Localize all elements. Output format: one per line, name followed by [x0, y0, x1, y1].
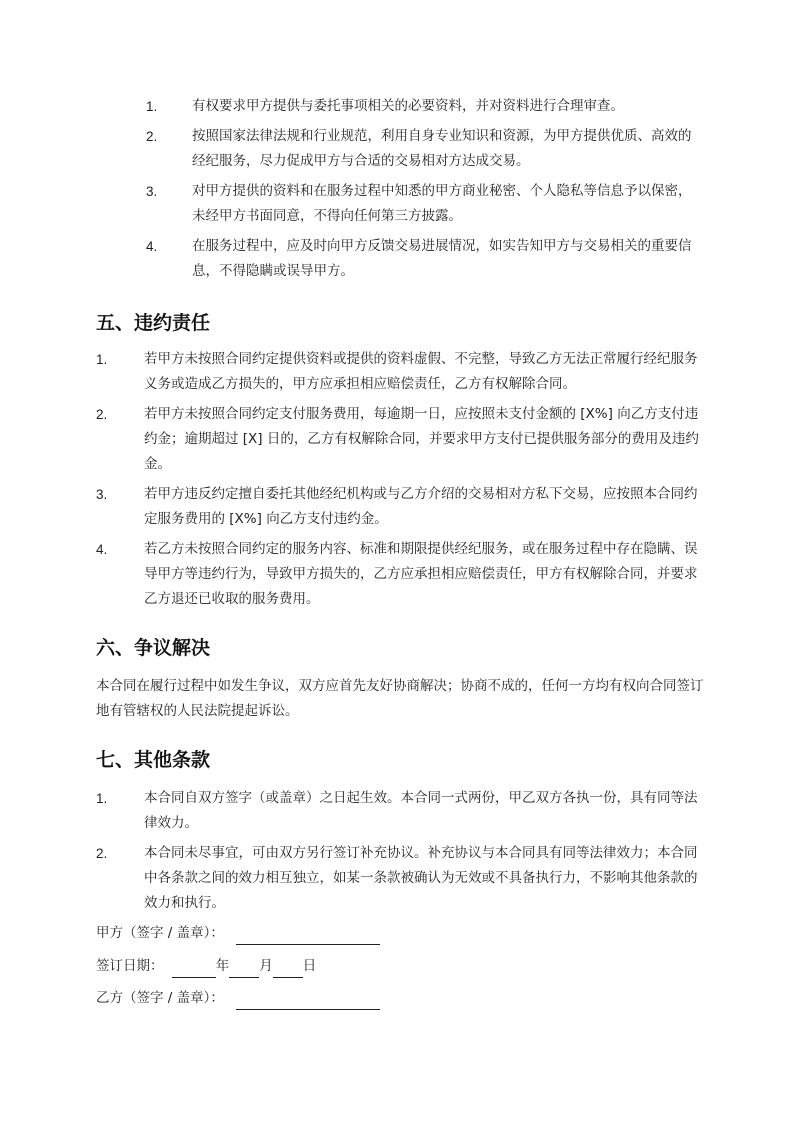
day-label: 日: [302, 958, 317, 974]
list-item: 2. 若甲方未按照合同约定支付服务费用，每逾期一日，应按照未支付金额的 [X%] 向乙方支付违约金；逾期超过 [X] 日的，乙方有权解除合同，并要求甲方支付已提供服务部分的费用及违约金。: [96, 406, 699, 472]
list-item: 1. 有权要求甲方提供与委托事项相关的必要资料，并对资料进行合理审查。: [146, 98, 624, 114]
section6-paragraph: 本合同在履行过程中如发生争议，双方应首先友好协商解决；协商不成的，任何一方均有权向合同签订地有管辖权的人民法院提起诉讼。: [96, 678, 704, 719]
list-item: 1. 若甲方未按照合同约定提供资料或提供的资料虚假、不完整，导致乙方无法正常履行经纪服务义务或造成乙方损失的，甲方应承担相应赔偿责任，乙方有权解除合同。: [96, 351, 698, 392]
list-item: 4. 在服务过程中，应及时向甲方反馈交易进展情况，如实告知甲方与交易相关的重要信息，不得隐瞒或误导甲方。: [146, 238, 692, 279]
party-a-signature: [96, 921, 380, 945]
month-blank[interactable]: [229, 959, 259, 978]
list-item: 3. 对甲方提供的资料和在服务过程中知悉的甲方商业秘密、个人隐私等信息予以保密，未经甲方书面同意，不得向任何第三方披露。: [146, 183, 692, 224]
party-b-label: 乙方（签字 / 盖章）：: [96, 990, 224, 1006]
list-item: 4. 若乙方未按照合同约定的服务内容、标准和期限提供经纪服务，或在服务过程中存在隐瞒、误导甲方等违约行为，导致甲方损失的，乙方应承担相应赔偿责任，甲方有权解除合同，并要求乙方退还已收取的服务费用。: [96, 541, 698, 607]
year-label: 年: [215, 958, 230, 974]
party-b-signature: [96, 986, 380, 1010]
section4-list: [146, 94, 702, 289]
section6-heading: 六、争议解决: [96, 637, 211, 659]
list-item: 1. 本合同自双方签字（或盖章）之日起生效。本合同一式两份，甲乙双方各执一份，具有同等法律效力。: [96, 790, 698, 831]
list-item: 2. 本合同未尽事宜，可由双方另行签订补充协议。补充协议与本合同具有同等法律效力；本合同中各条款之间的效力相互独立，如某一条款被确认为无效或不具备执行力，不影响其他条款的效力和执行。: [96, 845, 698, 911]
list-item: 2. 按照国家法律法规和行业规范，利用自身专业知识和资源，为甲方提供优质、高效的经纪服务，尽力促成甲方与合适的交易相对方达成交易。: [146, 128, 692, 169]
signing-date: [96, 954, 316, 978]
party-a-label: 甲方（签字 / 盖章）：: [96, 925, 224, 941]
year-blank[interactable]: [172, 959, 216, 978]
section5-heading: 五、违约责任: [96, 312, 211, 334]
date-label: 签订日期：: [96, 958, 164, 974]
list-item: 3. 若甲方违反约定擅自委托其他经纪机构或与乙方介绍的交易相对方私下交易，应按照本合同约定服务费用的 [X%] 向乙方支付违约金。: [96, 486, 698, 527]
section7-heading: 七、其他条款: [96, 749, 211, 771]
section5-list: [96, 347, 706, 617]
party-a-signature-line[interactable]: [236, 926, 380, 945]
party-b-signature-line[interactable]: [236, 991, 380, 1010]
section7-list: [96, 786, 706, 921]
day-blank[interactable]: [273, 959, 303, 978]
month-label: 月: [259, 958, 273, 974]
